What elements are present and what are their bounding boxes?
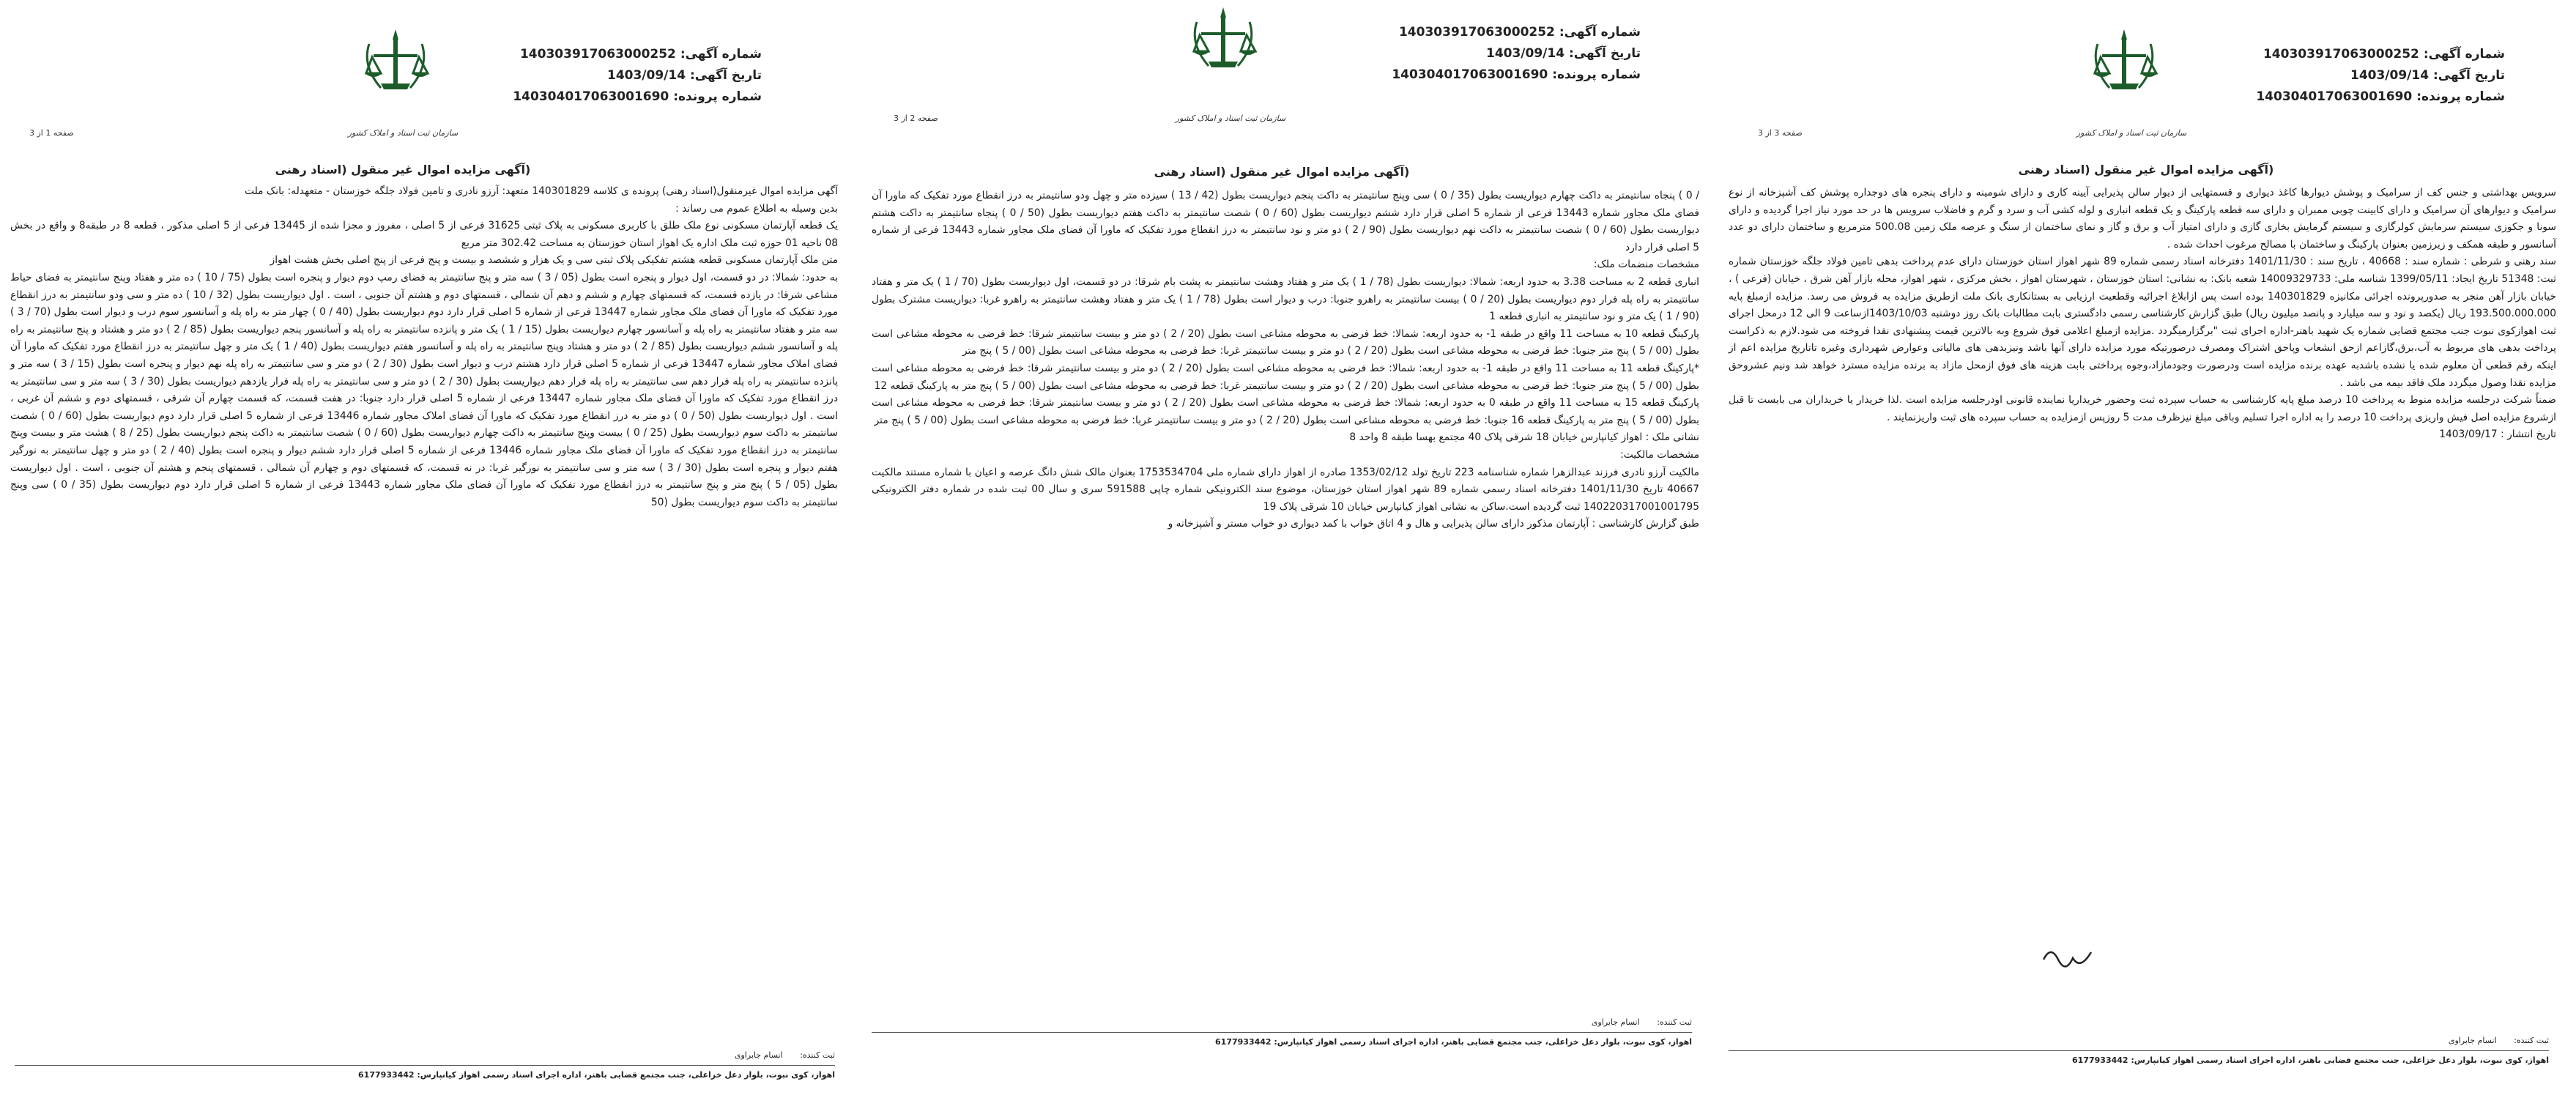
ad-number-label: شماره آگهی: <box>680 47 762 62</box>
page-footer <box>15 1047 835 1083</box>
ad-date-label: تاریخ آگهی: <box>1568 46 1641 61</box>
file-number-label: شماره پرونده: <box>673 89 762 104</box>
page-1 <box>0 0 850 1117</box>
ad-number-label: شماره آگهی: <box>1559 25 1641 40</box>
ad-number: 140303917063000252 <box>519 47 676 62</box>
paragraph: مشخصات منضمات ملک: <box>1593 259 1699 271</box>
footer-divider <box>872 1032 1692 1033</box>
paragraph: طبق گزارش کارشناسی : آپارتمان مذکور دارای سالن پذیرایی و هال و 4 اتاق خواب با کمد دیواری دو خواب مستر و آشپزخانه و <box>1168 518 1699 530</box>
footer-address: اهواز، کوی نبوت، بلوار دعل خزاعلی، جنب مجتمع قضایی باهنر، اداره اجرای اسناد رسمی اهواز کیانپارس: 6177933442 <box>2072 1055 2549 1065</box>
signature-icon <box>2036 938 2102 974</box>
emblem-caption: سازمان ثبت اسناد و املاک کشور <box>1175 114 1286 123</box>
judiciary-emblem-icon <box>2080 22 2168 132</box>
paragraph: انباری قطعه 2 به مساحت 3.38 به حدود اربعه: شمالا: دیواریست بطول (78 / 1 ) یک متر و هفتاد وهشت سانتیمتر به پشت بام شرقا: در دو قسمت، اول دیواریست بطول (70 / 1 ) یک متر و هفتاد سانتیمتر به راه پله فرار دوم دیواریست بطول (20 / 0 ) بیست سانتیمتر به راهرو جنوبا: درب و دیوار است بطول (78 / 1 ) یک متر و هفتاد وهشت سانتیمتر به راهرو غربا: دیواریست مشترک بطول (90 / 1 ) یک متر و نود سانتیمتر به انباری قطعه 1 <box>872 275 1700 323</box>
paragraph: پارکینگ قطعه 10 به مساحت 11 واقع در طبقه 1- به حدود اربعه: شمالا: خط فرضی به محوطه مشاعی است بطول (20 / 2 ) دو متر و بیست سانتیمتر شرقا: خط فرضی به محوطه مشاعی است بطول (00 / 5 ) پنج متر جنوبا: خط فرضی به محوطه مشاعی است بطول (20 / 2 ) دو متر و بیست سانتیمتر غربا: خط فرضی به محوطه مشاعی است بطول (00 / 5 ) پنج متر <box>872 327 1700 357</box>
signer-label: ثبت کننده: <box>2514 1036 2549 1045</box>
file-number: 140304017063001690 <box>513 89 669 104</box>
ad-body <box>10 183 838 511</box>
signer-label: ثبت کننده: <box>1657 1017 1692 1027</box>
emblem-caption: سازمان ثبت اسناد و املاک کشور <box>2076 128 2187 138</box>
emblem-caption: سازمان ثبت اسناد و املاک کشور <box>347 128 459 138</box>
paragraph: به حدود: شمالا: در دو قسمت، اول دیوار و پنجره است بطول (05 / 3 ) سه متر و پنج سانتیمتر به فضای رمپ دوم دیوار و پنجره است بطول (75 / 10 ) ده متر و هفتاد وپنج سانتیمتر به فضای حیاط مشاعی شرقا: در یازده قسمت، که قسمتهای چهارم و ششم و دهم آن شمالی ، قسمتهای دوم و هشتم آن جنوبی ، است . اول دیواریست بطول (32 / 10 ) ده متر و سی ودو سانتیمتر به درز انقطاع مورد تفکیک که ماورا آن فضای ملک مجاور شماره 13447 فرعی از شماره 5 اصلی قرار دارد دوم دیواریست بطول (40 / 0 ) چهار متر به راه پله و آسانسور سوم درب و دیوار است بطول (70 / 3 ) سه متر و هفتاد سانتیمتر به راه پله و آسانسور چهارم دیواریست بطول (15 / 1 ) یک متر و پانزده سانتیمتر به راه پله و آسانسور پنجم دیواریست بطول (85 / 2 ) دو متر و هشتاد و پنج سانتیمتر به راه پله و آسانسور ششم دیواریست بطول (85 / 2 ) دو متر و هشتاد وپنج سانتیمتر به راه پله و آسانسور هفتم دیواریست بطول (40 / 1 ) یک متر و چهل سانتیمتر به درز انقطاع مورد تفکیک که ماورا آن فضای املاک مجاور شماره 13447 فرعی از شماره 5 اصلی قرار دارد هشتم درب و دیوار است بطول (30 / 2 ) دو متر و سی سانتیمتر به راه پله نهم دیوار و پنجره است بطول (15 / 3 ) سه متر و پانزده سانتیمتر به راه پله فرار دهم سی سانتیمتر به راه پله فرار دهم دیواریست بطول (30 / 2 ) دو متر و سی سانتیمتر به راه پله فرار یازدهم دیواریست بطول (30 / 3 ) سه متر و سی سانتیمتر به درز انقطاع مورد تفکیک که ماورا آن فضای ملک مجاور شماره 13447 فرعی از شماره 5 اصلی قرار دارد جنوبا: در هفت قسمت، که قسمت چهارم آن شرقی ، قسمتهای دوم و ششم آن غربی ، است . اول دیواریست بطول (50 / 0 ) دو متر به درز انقطاع مورد تفکیک که ماورا آن فضای املاک مجاور شماره 13446 فرعی از شماره 5 اصلی قرار دارد دوم دیواریست بطول (60 / 0 ) شصت سانتیمتر به داکت سوم دیواریست بطول (25 / 0 ) بیست وپنج سانتیمتر به داکت چهارم دیواریست بطول (60 / 0 ) شصت سانتیمتر به داکت پنجم دیواریست بطول (25 / 8 ) هشت متر و بیست وپنج سانتیمتر به درز انقطاع مورد تفکیک که ماورا آن فضای ملک مجاور شماره 13446 فرعی از شماره 5 اصلی قرار دارد ششم دیوار و پنجره است بطول (40 / 2 ) دو متر و چهل سانتیمتر به نورگیر هفتم دیوار و پنجره است بطول (30 / 3 ) سه متر و سی سانتیمتر به نورگیر غربا: در نه قسمت، که قسمتهای دوم و چهارم آن شمالی ، قسمتهای پنجم و هشتم آن جنوبی ، است . اول دیواریست بطول (05 / 5 ) پنج متر و پنج سانتیمتر به درز انقطاع مورد تفکیک که ماورا آن فضای ملک مجاور شماره 13443 فرعی از شماره 5 اصلی قرار دارد دوم دیواریست بطول (35 / 0 ) سی وپنج سانتیمتر به داکت سوم دیواریست بطول (50 <box>10 271 839 508</box>
ad-header-info <box>483 44 762 108</box>
paragraph: ضمناً شرکت درجلسه مزایده منوط به پرداخت 10 درصد مبلغ پایه کارشناسی به حساب سپرده ثبت وحضور خریداریا نماینده قانونی اودرجلسه مزایده است .لذا خریدار یا خریداران می بایست تا قبل ازشروع مزایده اصل فیش واریزی پرداخت 10 درصد را به اداره اجرا تسلیم وباقی مبلغ نیزظرف مدت 5 روزپس ازمزایده به حساب سپرده های ثبت واریزنمایند . <box>1729 394 2556 423</box>
paragraph: / 0 ) پنجاه سانتیمتر به داکت چهارم دیواریست بطول (35 / 0 ) سی وپنج سانتیمتر به داکت پنجم دیواریست بطول (42 / 13 ) سیزده متر و چهل ودو سانتیمتر به درز انقطاع مورد تفکیک که ماورا آن فضای ملک مجاور شماره 13443 فرعی از شماره 5 اصلی قرار دارد ششم دیواریست بطول (60 / 0 ) شصت سانتیمتر به داکت هفتم دیواریست بطول (50 / 0 ) پنجاه سانتیمتر به داکت هشتم دیواریست بطول (60 / 0 ) شصت سانتیمتر به داکت نهم دیواریست بطول (90 / 2 ) دو متر و نود سانتیمتر به درز انقطاع مورد تفکیک که ماورا آن فضای ملک مجاور شماره 13443 فرعی از شماره 5 اصلی قرار دارد <box>872 190 1699 253</box>
judiciary-emblem-icon <box>352 22 439 132</box>
ad-header-info <box>2227 44 2505 108</box>
file-number-label: شماره پرونده: <box>2416 89 2505 104</box>
paragraph: یک قطعه آپارتمان مسکونی نوع ملک طلق با کاربری مسکونی به پلاک ثبتی 31625 فرعی از 5 اصلی ، مفروز و مجزا شده از 13445 فرعی از 5 اصلی مذکور ، قطعه 8 در طبقه8 و واقع در بخش 08 ناحیه 01 حوزه ثبت ملک اداره یک اهواز استان خوزستان به مساحت 302.42 متر مربع <box>10 220 838 249</box>
ad-title: (آگهی مزایده اموال غیر منقول (اسناد رهنی <box>2018 163 2274 177</box>
footer-divider <box>1729 1050 2549 1051</box>
ad-date: 1403/09/14 <box>2350 68 2430 83</box>
ad-title: (آگهی مزایده اموال غیر منقول (اسناد رهنی <box>275 163 531 177</box>
page-number: صفحه 2 از 3 <box>894 114 938 123</box>
signer-name: انسام جابراوی <box>2448 1036 2497 1045</box>
ad-number-label: شماره آگهی: <box>2423 47 2505 62</box>
paragraph: مالکیت آرزو نادری فرزند عبدالزهرا شماره شناسنامه 223 تاریخ تولد 1353/02/12 صادره از اهواز دارای شماره ملی 1753534704 بعنوان مالک شش دانگ عرصه و اعیان با شماره مستند مالکیت 40667 تاریخ 1401/11/30 دفترخانه اسناد رسمی شماره 89 شهر اهواز استان خوزستان، موضوع سند الکترونیکی شماره چاپی 591588 سری و سال 00 ثبت شده در شماره دفتر الکترونیکی 140220317001001795 ثبت گردیده است.ساکن به نشانی اهواز کیانپارس خیابان 10 شرقی پلاک 19 <box>872 466 1699 513</box>
paragraph: متن ملک آپارتمان مسکونی قطعه هشتم تفکیکی پلاک ثبتی سی و یک هزار و ششصد و بیست و پنج فرعی از پنج اصلی بخش هشت اهواز <box>270 254 838 267</box>
paragraph: مشخصات مالکیت: <box>1620 448 1699 461</box>
signer-label: ثبت کننده: <box>800 1050 835 1060</box>
file-number: 140304017063001690 <box>2256 89 2413 104</box>
footer-divider <box>15 1065 835 1066</box>
file-number-label: شماره پرونده: <box>1552 67 1641 82</box>
paragraph: *پارکینگ قطعه 11 به مساحت 11 واقع در طبقه 1- به حدود اربعه: شمالا: خط فرضی به محوطه مشاعی است بطول (20 / 2 ) دو متر و بیست سانتیمتر شرقا: خط فرضی به محوطه مشاعی است بطول (00 / 5 ) پنج متر جنوبا: خط فرضی به محوطه مشاعی است بطول (20 / 2 ) دو متر و بیست سانتیمتر غربا: خط فرضی به محوطه مشاعی است بطول (00 / 5 ) پنج متر به پارکینگ قطعه 12 <box>872 362 1700 392</box>
page-number: صفحه 3 از 3 <box>1758 128 1803 138</box>
paragraph: سرویس بهداشتی و جنس کف از سرامیک و پوشش دیوارها کاغذ دیواری و قسمتهایی از دیوار سالن پذیرایی آیینه کاری و دارای شومینه و دارای پنجره های دوجداره پوشش کف آشپزخانه از نوع سرامیک و دیوارهای آن سرامیک و دارای کابینت چوبی ممبران و دارای سه قطعه پارکینگ و یک قطعه انباری و لوله کشی آب و سرد و گرم و فاضلاب سرویس ها در حد مورد نیاز اجرا گردیده و دارای سونا و جکوزی سیستم سرمایش کولرگازی و سیستم گرمایش بخاری گازی و دارای امتیاز آب و برق و گاز و نمای ساختمان از سنگ و عرصه ملک زمین 500.08 مترمربع و ساختمان دارای دو عدد آسانسور و طبقه همکف و زیرزمین بعنوان پارکینگ و ساختمان با مصالح مرغوب احداث شده . <box>1729 187 2556 251</box>
page-number: صفحه 1 از 3 <box>29 128 74 138</box>
page-2 <box>864 0 1707 1117</box>
ad-number: 140303917063000252 <box>2263 47 2419 62</box>
ad-date: 1403/09/14 <box>606 68 686 83</box>
paragraph: آگهی مزایده اموال غیرمنقول(اسناد رهنی) پرونده ی کلاسه 140301829 متعهد: آرزو نادری و تامین فولاد جلگه خوزستان - متعهدله: بانک ملت <box>245 185 838 197</box>
page-3 <box>1714 0 2571 1117</box>
paragraph: سند رهنی و شرطی : شماره سند : 40668 ، تاریخ سند : 1401/11/30 دفترخانه اسناد رسمی شماره 89 شهر اهواز استان خوزستان دارای عدم پرداخت بدهی تامین فولاد جلگه خوزستان شماره ثبت: 51348 تاریخ ایجاد: 1399/05/11 شناسه ملی: 14009329733 شعبه بانک: به نشانی: استان خوزستان ، شهرستان اهواز ، بخش مرکزی ، شهر اهواز، محله بازار آهن شرق ، خیابان (فرعی ) ، خیابان بازار آهن منجر به صدورپرونده اجرائی مکانیزه 140301829 بوده است پس ازابلاغ اجرائیه وقطعیت ارزیابی به بستانکاری بانک ملت ازطریق مزایده به فروش می رسد. مزایده ازمبلغ پایه 193.500.000.000 ریال (یکصد و نود و سه میلیارد و پانصد میلیون ریال) طبق گزارش کارشناسی رسمی دادگستری بابت مطالبات بانک روز دوشنبه 1403/10/03ازساعت 9 الی 12 درمحل اجرای ثبت اهوازکوی نبوت جنب مجتمع قضایی شماره یک شهید باهنر-اداره اجرای ثبت "برگزارمیگردد .مزایده ازمبلغ اعلامی فوق شروع وبه بالاترین قیمت پیشنهادی نقدا فروخته می شود.لازم به ذکراست پرداخت بدهی های مربوط به آب،برق،گازاعم ازحق انشعاب وپاحق اشتراک ومصرف درصورتیکه مورد مزایده دارای آنها باشد ونیزبدهی های مالیاتی وعوارض شهرداری وغیره تاتاریخ مزایده اعم از اینکه رقم قطعی آن معلوم شده یا نشده باشدبه عهده برنده مزایده است ودرصورت وجودمازاد،وجوه پرداختی بابت هزینه های فوق ازمحل مازاد به برنده مزایده مسترد خواهد شد ونیم عشروحق مزایده نقدا وصول میگردد ملک فاقد بیمه می باشد . <box>1729 256 2557 389</box>
ad-number: 140303917063000252 <box>1398 25 1555 40</box>
ad-header-info <box>1377 22 1641 86</box>
footer-address: اهواز، کوی نبوت، بلوار دعل خزاعلی، جنب مجتمع قضایی باهنر، اداره اجرای اسناد رسمی اهواز کیانپارس: 6177933442 <box>358 1070 835 1080</box>
ad-title: (آگهی مزایده اموال غیر منقول (اسناد رهنی <box>1154 165 1410 179</box>
ad-date: 1403/09/14 <box>1485 46 1565 61</box>
judiciary-emblem-icon <box>1179 0 1267 110</box>
ad-date-label: تاریخ آگهی: <box>689 68 762 83</box>
ad-date-label: تاریخ آگهی: <box>2432 68 2505 83</box>
signer-name: انسام جابراوی <box>734 1050 783 1060</box>
ad-body <box>872 188 1699 533</box>
paragraph: نشانی ملک : اهواز کیانپارس خیابان 18 شرقی پلاک 40 مجتمع بهسا طبقه 8 واحد 8 <box>1349 431 1699 444</box>
paragraph: پارکینگ قطعه 15 به مساحت 11 واقع در طبقه 0 به حدود اربعه: شمالا: خط فرضی به محوطه مشاعی است بطول (20 / 2 ) دو متر و بیست سانتیمتر شرقا: خط فرضی به محوطه مشاعی است بطول (00 / 5 ) پنج متر به پارکینگ قطعه 16 جنوبا: خط فرضی به محوطه مشاعی است بطول (20 / 2 ) دو متر و بیست سانتیمتر غربا: خط فرضی به محوطه مشاعی است بطول (00 / 5 ) پنج متر <box>872 397 1700 426</box>
page-footer <box>872 1014 1692 1050</box>
paragraph: بدین وسیله به اطلاع عموم می رساند : <box>675 202 838 215</box>
file-number: 140304017063001690 <box>1392 67 1548 82</box>
page-footer <box>1729 1033 2549 1069</box>
footer-address: اهواز، کوی نبوت، بلوار دعل خزاعلی، جنب مجتمع قضایی باهنر، اداره اجرای اسناد رسمی اهواز کیانپارس: 6177933442 <box>1215 1037 1692 1047</box>
paragraph: تاریخ انتشار : 1403/09/17 <box>2439 428 2556 441</box>
signer-name: انسام جابراوی <box>1591 1017 1640 1027</box>
ad-body <box>1729 185 2556 444</box>
